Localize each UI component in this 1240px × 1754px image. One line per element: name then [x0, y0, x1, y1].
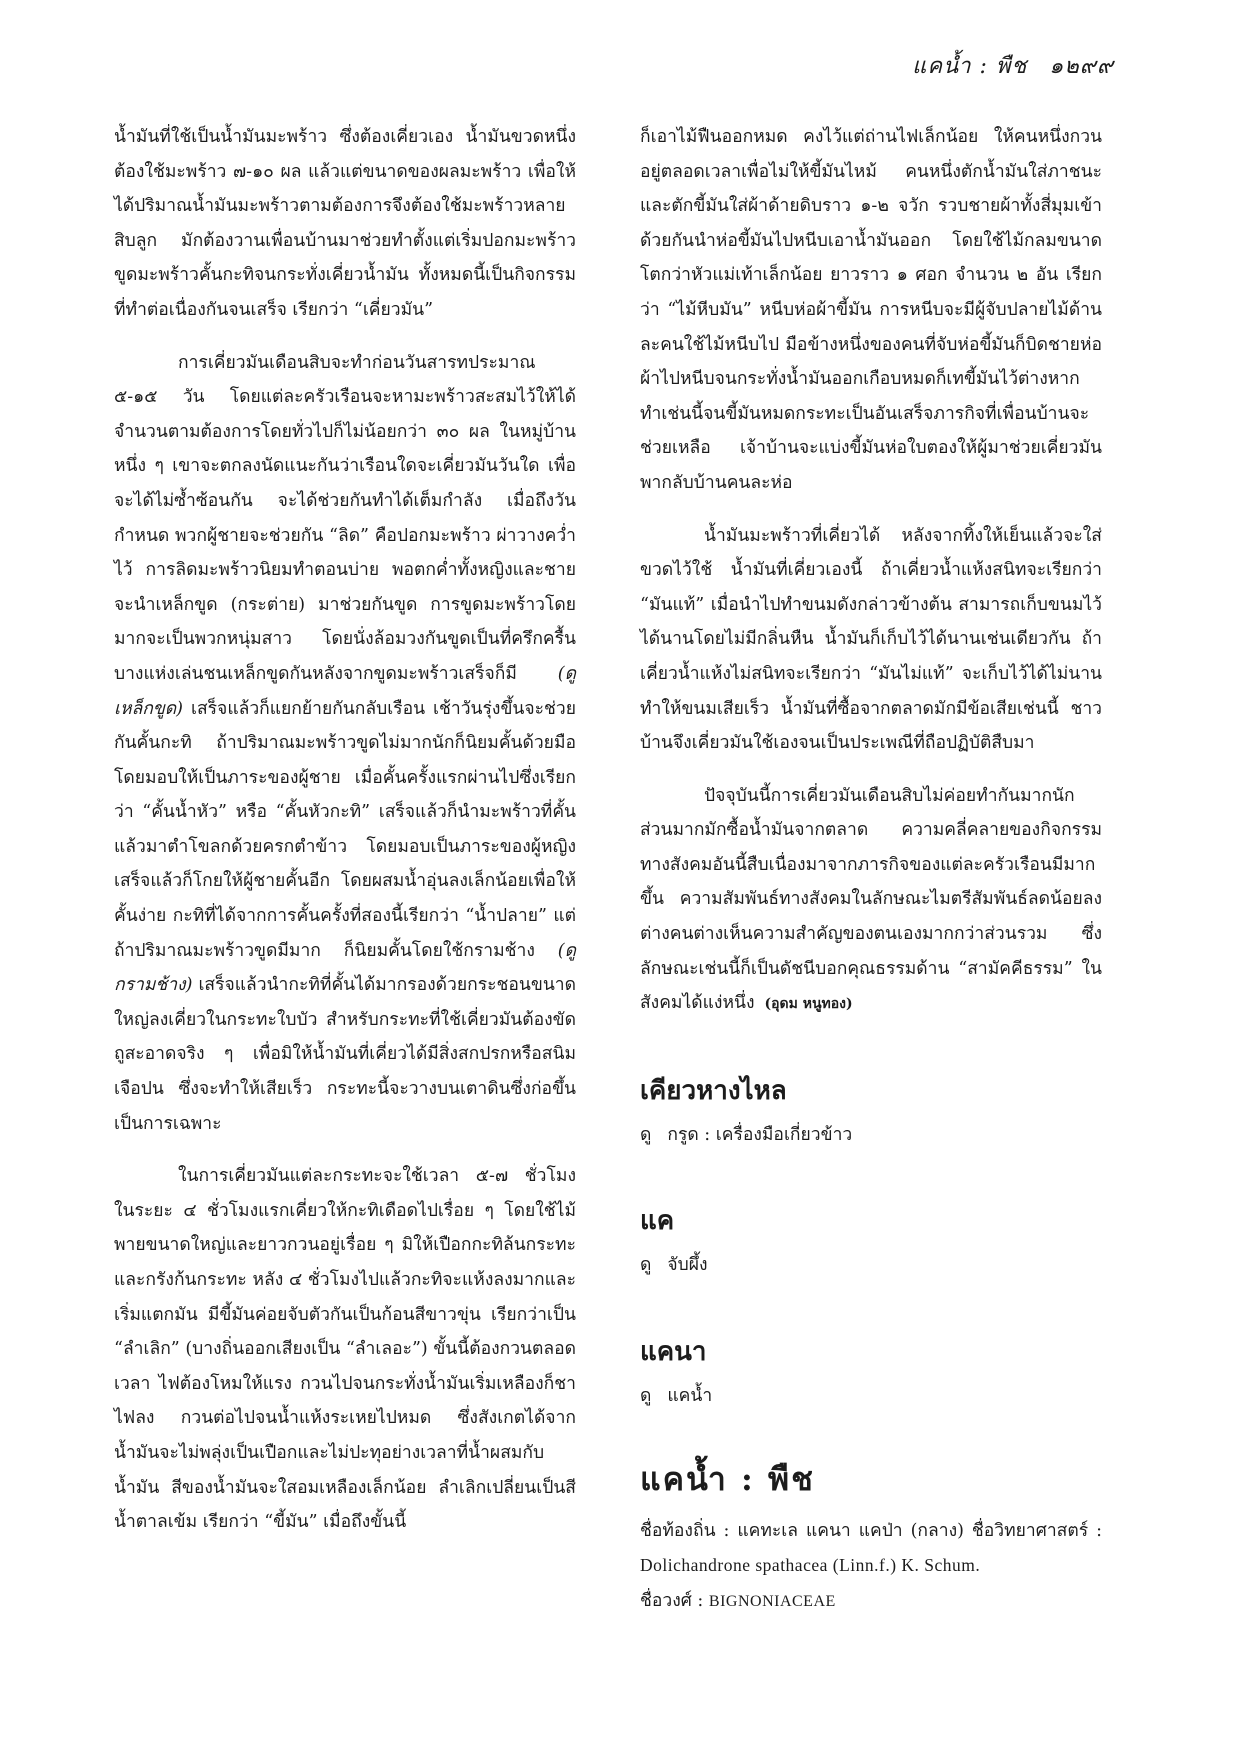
see-reference	[640, 1118, 1102, 1153]
page-number: ๑๒๙๙	[1049, 54, 1114, 79]
running-header	[912, 48, 1114, 83]
paragraph-text: ปัจจุบันนี้การเคี่ยวมันเดือนสิบไม่ค่อยทำกันมากนัก ส่วนมากมักซื้อน้ำมันจากตลาด ความคลี่คลายของกิจกรรมทางสังคมอันนี้สืบเนื่องมาจากภารกิจของแต่ละครัวเรือนมีมากขึ้น ความสัมพันธ์ทางสังคมในลักษณะไมตรีสัมพันธ์ลดน้อยลง ต่างคนต่างเห็นความสำคัญของตนเองมากกว่าส่วนรวม ซึ่งลักษณะเช่นนี้ก็เป็นดัชนีบอกคุณธรรมด้าน “สามัคคีธรรม” ในสังคมได้แง่หนึ่ง	[640, 785, 1102, 1014]
scientific-name-label: ชื่อวิทยาศาสตร์ :	[971, 1520, 1102, 1541]
scientific-name: Dolichandrone spathacea (Linn.f.) K. Schum.	[640, 1555, 981, 1576]
paragraph-text: การเคี่ยวมันเดือนสิบจะทำก่อนวันสารทประมาณ ๕-๑๕ วัน โดยแต่ละครัวเรือนจะหามะพร้าวสะสมไว้ให้ได้จำนวนตามต้องการโดยทั่วไปก็ไม่น้อยกว่า ๓๐ ผล ในหมู่บ้านหนึ่ง ๆ เขาจะตกลงนัดแนะกันว่าเรือนใดจะเคี่ยวมันวันใด เพื่อจะได้ไม่ซ้ำซ้อนกัน จะได้ช่วยกันทำได้เต็มกำลัง เมื่อถึงวันกำหนด พวกผู้ชายจะช่วยกัน “ลิด” คือปอกมะพร้าว ผ่าวางคว่ำไว้ การลิดมะพร้าวนิยมทำตอนบ่าย พอตกค่ำทั้งหญิงและชายจะนำเหล็กขูด (กระต่าย) มาช่วยกันขูด การขูดมะพร้าวโดยมากจะเป็นพวกหนุ่มสาว โดยนั่งล้อมวงกันขูดเป็นที่ครึกครื้น บางแห่งเล่นชนเหล็กขูดกันหลังจากขูดมะพร้าวเสร็จก็มี	[114, 352, 576, 684]
author-credit: (อุดม หนูทอง)	[764, 996, 853, 1013]
see-reference	[640, 1379, 1102, 1414]
family-name: BIGNONIACEAE	[708, 1592, 836, 1610]
right-column	[640, 120, 1102, 1637]
cross-reference: (ดู กรามช้าง)	[114, 940, 576, 996]
see-label: ดู	[640, 1386, 652, 1407]
final-entry	[640, 1459, 1102, 1620]
see-label: ดู	[640, 1255, 652, 1276]
entry	[640, 1074, 1102, 1153]
entry	[640, 1335, 1102, 1414]
see-target: กรูด : เครื่องมือเกี่ยวข้าว	[667, 1124, 853, 1145]
local-names-label: ชื่อท้องถิ่น :	[640, 1520, 730, 1541]
paragraph: ก็เอาไม้ฟืนออกหมด คงไว้แต่ถ่านไฟเล็กน้อย ให้คนหนึ่งกวนอยู่ตลอดเวลาเพื่อไม่ให้ขี้มันไหม้ คนหนึ่งตักน้ำมันใส่ภาชนะและตักขี้มันใส่ผ้าด้ายดิบราว ๑-๒ จวัก รวบชายผ้าทั้งสี่มุมเข้าด้วยกันนำห่อขี้มันไปหนีบเอาน้ำมันออก โดยใช้ไม้กลมขนาดโตกว่าหัวแม่เท้าเล็กน้อย ยาวราว ๑ ศอก จำนวน ๒ อัน เรียกว่า “ไม้หีบมัน” หนีบห่อผ้าขี้มัน การหนีบจะมีผู้จับปลายไม้ด้านละคนใช้ไม้หนีบไป มือข้างหนึ่งของคนที่จับห่อขี้มันก็บิดชายห่อผ้าไปหนีบจนกระทั่งน้ำมันออกเกือบหมดก็เทขี้มันไว้ต่างหาก ทำเช่นนี้จนขี้มันหมดกระทะเป็นอันเสร็จภารกิจที่เพื่อนบ้านจะช่วยเหลือ เจ้าบ้านจะแบ่งขี้มันห่อใบตองให้ผู้มาช่วยเคี่ยวมันพากลับบ้านคนละห่อ	[640, 127, 1102, 493]
paragraph: ในการเคี่ยวมันแต่ละกระทะจะใช้เวลา ๕-๗ ชั่วโมง ในระยะ ๔ ชั่วโมงแรกเคี่ยวให้กะทิเดือดไปเรื่อย ๆ โดยใช้ไม้พายขนาดใหญ่และยาวกวนอยู่เรื่อย ๆ มิให้เปือกกะทิล้นกระทะและกรังก้นกระทะ หลัง ๔ ชั่วโมงไปแล้วกะทิจะแห้งลงมากและเริ่มแตกมัน มีขี้มันค่อยจับตัวกันเป็นก้อนสีขาวขุ่น เรียกว่าเป็น “ลำเลิก” (บางถิ่นออกเสียงเป็น “ลำเลอะ”) ขั้นนี้ต้องกวนตลอดเวลา ไฟต้องโหมให้แรง กวนไปจนกระทั่งน้ำมันเริ่มเหลืองก็ชาไฟลง กวนต่อไปจนน้ำแห้งระเหยไปหมด ซึ่งสังเกตได้จากน้ำมันจะไม่พลุ่งเป็นเปือกและไม่ปะทุอย่างเวลาที่น้ำผสมกับน้ำมัน สีของน้ำมันจะใสอมเหลืองเล็กน้อย ลำเลิกเปลี่ยนเป็นสีน้ำตาลเข้ม เรียกว่า “ขี้มัน” เมื่อถึงขั้นนี้	[114, 1166, 576, 1533]
see-label: ดู	[640, 1124, 652, 1145]
entry-title: แคน้ำ : พืช	[640, 1459, 815, 1498]
entry-title: แค	[640, 1206, 675, 1237]
cross-reference: (ดู เหล็กขูด)	[114, 663, 576, 719]
paragraph: น้ำมันที่ใช้เป็นน้ำมันมะพร้าว ซึ่งต้องเคี่ยวเอง น้ำมันขวดหนึ่งต้องใช้มะพร้าว ๗-๑๐ ผล แล้วแต่ขนาดของผลมะพร้าว เพื่อให้ได้ปริมาณน้ำมันมะพร้าวตามต้องการจึงต้องใช้มะพร้าวหลายสิบลูก มักต้องวานเพื่อนบ้านมาช่วยทำตั้งแต่เริ่มปอกมะพร้าวขูดมะพร้าวคั้นกะทิจนกระทั่งเคี่ยวน้ำมัน ทั้งหมดนี้เป็นกิจกรรมที่ทำต่อเนื่องกันจนเสร็จ เรียกว่า “เคี่ยวมัน”	[114, 127, 576, 320]
see-target: จับผึ้ง	[667, 1255, 708, 1276]
family-label: ชื่อวงศ์ :	[640, 1590, 704, 1611]
paragraph	[640, 779, 1102, 1022]
paragraph-text: เสร็จแล้วนำกะทิที่คั้นได้มากรองด้วยกระชอนขนาดใหญ่ลงเคี่ยวในกระทะใบบัว สำหรับกระทะที่ใช้เคี่ยวมันต้องขัดถูสะอาดจริง ๆ เพื่อมิให้น้ำมันที่เคี่ยวได้มีสิ่งสกปรกหรือสนิมเจือปน ซึ่งจะทำให้เสียเร็ว กระทะนี้จะวางบนเตาดินซึ่งก่อขึ้นเป็นการเฉพาะ	[114, 975, 576, 1134]
paragraph	[114, 346, 576, 1142]
paragraph: น้ำมันมะพร้าวที่เคี่ยวได้ หลังจากทิ้งให้เย็นแล้วจะใส่ขวดไว้ใช้ น้ำมันที่เคี่ยวเองนี้ ถ้าเคี่ยวน้ำแห้งสนิทจะเรียกว่า “มันแท้” เมื่อนำไปทำขนมดังกล่าวข้างต้น สามารถเก็บขนมไว้ได้นานโดยไม่มีกลิ่นหืน น้ำมันก็เก็บไว้ได้นานเช่นเดียวกัน ถ้าเคี่ยวน้ำแห้งไม่สนิทจะเรียกว่า “มันไม่แท้” จะเก็บไว้ได้ไม่นาน ทำให้ขนมเสียเร็ว น้ำมันที่ซื้อจากตลาดมักมีข้อเสียเช่นนี้ ชาวบ้านจึงเคี่ยวมันใช้เองจนเป็นประเพณีที่ถือปฏิบัติสืบมา	[640, 525, 1102, 754]
species-info	[640, 1514, 1102, 1620]
entry-title: เคียวหางไหล	[640, 1075, 787, 1106]
see-target: แคน้ำ	[667, 1386, 713, 1407]
paragraph-text: เสร็จแล้วก็แยกย้ายกันกลับเรือน เช้าวันรุ่งขึ้นจะช่วยกันคั้นกะทิ ถ้าปริมาณมะพร้าวขูดไม่มากนักก็นิยมคั้นด้วยมือ โดยมอบให้เป็นภาระของผู้ชาย เมื่อคั้นครั้งแรกผ่านไปซึ่งเรียกว่า “คั้นน้ำหัว” หรือ “คั้นหัวกะทิ” เสร็จแล้วก็นำมะพร้าวที่คั้นแล้วมาตำโขลกด้วยครกตำข้าว โดยมอบเป็นภาระของผู้หญิง เสร็จแล้วก็โกยให้ผู้ชายคั้นอีก โดยผสมน้ำอุ่นลงเล็กน้อยเพื่อให้คั้นง่าย กะทิที่ได้จากการคั้นครั้งที่สองนี้เรียกว่า “น้ำปลาย” แต่ถ้าปริมาณมะพร้าวขูดมีมาก ก็นิยมคั้นโดยใช้กรามช้าง	[114, 698, 576, 961]
running-title: แคน้ำ : พืช	[912, 54, 1028, 79]
entry-title: แคนา	[640, 1337, 707, 1368]
see-reference	[640, 1248, 1102, 1283]
left-column	[114, 120, 576, 1558]
local-names: แคทะเล แคนา แคป่า (กลาง)	[737, 1520, 964, 1541]
entry	[640, 1204, 1102, 1283]
